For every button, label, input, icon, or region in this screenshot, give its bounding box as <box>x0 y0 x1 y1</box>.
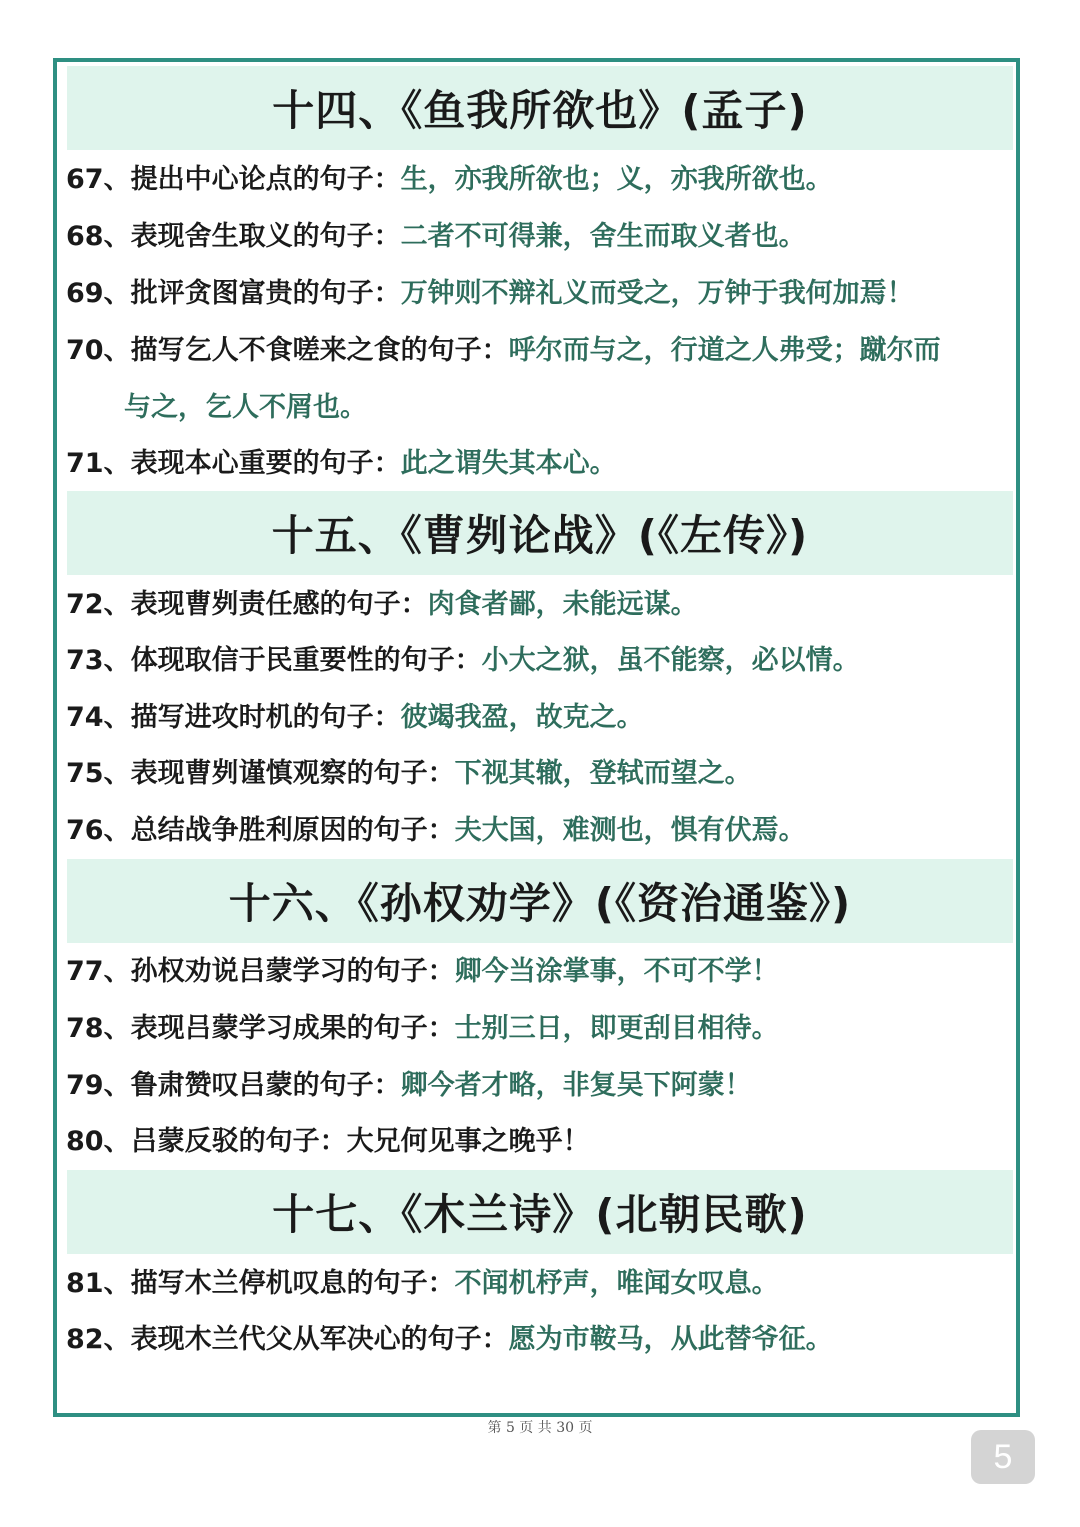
list-item-67 <box>66 151 1016 208</box>
section-title-15: 十五、《曹刿论战》(《左传》) <box>67 491 1013 575</box>
item-quote: 呼尔而与之，行道之人弗受；蹴尔而 <box>508 335 941 366</box>
section-title-17: 十七、《木兰诗》(北朝民歌) <box>67 1170 1013 1254</box>
list-item-73 <box>66 632 1016 689</box>
section-title-14: 十四、《鱼我所欲也》(孟子) <box>67 66 1013 150</box>
list-item-72 <box>66 576 1016 633</box>
item-label: 70、描写乞人不食嗟来之食的句子： <box>66 335 509 366</box>
list-item-78 <box>66 1000 1016 1057</box>
list-item-69 <box>66 265 1016 322</box>
item-label: 71、表现本心重要的句子： <box>66 448 401 479</box>
list-item-75 <box>66 745 1016 802</box>
item-label: 69、批评贪图富贵的句子： <box>66 278 401 309</box>
item-label: 73、体现取信于民重要性的句子： <box>66 645 482 676</box>
item-quote: 彼竭我盈，故克之。 <box>400 702 644 733</box>
list-item-77 <box>66 943 1016 1000</box>
item-quote: 愿为市鞍马，从此替爷征。 <box>508 1324 833 1355</box>
item-quote: 此之谓失其本心。 <box>400 448 617 479</box>
item-label: 82、表现木兰代父从军决心的句子： <box>66 1324 509 1355</box>
item-quote: 卿今当涂掌事，不可不学！ <box>454 956 779 987</box>
list-item-81 <box>66 1255 1016 1312</box>
item-quote: 夫大国，难测也，惧有伏焉。 <box>454 815 806 846</box>
list-item-74 <box>66 689 1016 746</box>
item-label: 74、描写进攻时机的句子： <box>66 702 401 733</box>
page-footer: 第 5 页 共 30 页 <box>487 1420 593 1436</box>
item-quote: 士别三日，即更刮目相待。 <box>454 1013 779 1044</box>
item-quote: 下视其辙，登轼而望之。 <box>454 758 752 789</box>
item-label: 76、总结战争胜利原因的句子： <box>66 815 455 846</box>
item-quote: 二者不可得兼，舍生而取义者也。 <box>400 221 806 252</box>
section-title-16: 十六、《孙权劝学》(《资治通鉴》) <box>67 859 1013 943</box>
list-item-79 <box>66 1057 1016 1114</box>
list-item-71 <box>66 435 1016 492</box>
item-label: 72、表现曹刿责任感的句子： <box>66 589 428 620</box>
item-quote-continued: 与之，乞人不屑也。 <box>124 392 367 423</box>
item-label: 67、提出中心论点的句子： <box>66 164 401 195</box>
item-label: 79、鲁肃赞叹吕蒙的句子： <box>66 1070 401 1101</box>
list-item-82 <box>66 1311 1016 1368</box>
item-quote: 小大之狱，虽不能察，必以情。 <box>481 645 860 676</box>
list-item-70 <box>66 322 1016 379</box>
item-label: 78、表现吕蒙学习成果的句子： <box>66 1013 455 1044</box>
item-label: 75、表现曹刿谨慎观察的句子： <box>66 758 455 789</box>
list-item-80 <box>66 1113 1016 1170</box>
item-label: 81、描写木兰停机叹息的句子： <box>66 1268 455 1299</box>
item-quote: 万钟则不辩礼义而受之，万钟于我何加焉！ <box>400 278 914 309</box>
page-number-badge: 5 <box>971 1430 1035 1484</box>
item-quote: 生，亦我所欲也；义，亦我所欲也。 <box>400 164 833 195</box>
item-quote: 卿今者才略，非复吴下阿蒙！ <box>400 1070 752 1101</box>
item-label: 80、吕蒙反驳的句子： <box>66 1126 347 1157</box>
list-item-68 <box>66 208 1016 265</box>
list-item-70-continued <box>124 379 1074 436</box>
item-label: 77、孙权劝说吕蒙学习的句子： <box>66 956 455 987</box>
item-quote: 大兄何见事之晚乎！ <box>346 1126 590 1157</box>
item-quote: 肉食者鄙，未能远谋。 <box>427 589 698 620</box>
item-quote: 不闻机杼声，唯闻女叹息。 <box>454 1268 779 1299</box>
item-label: 68、表现舍生取义的句子： <box>66 221 401 252</box>
list-item-76 <box>66 802 1016 859</box>
